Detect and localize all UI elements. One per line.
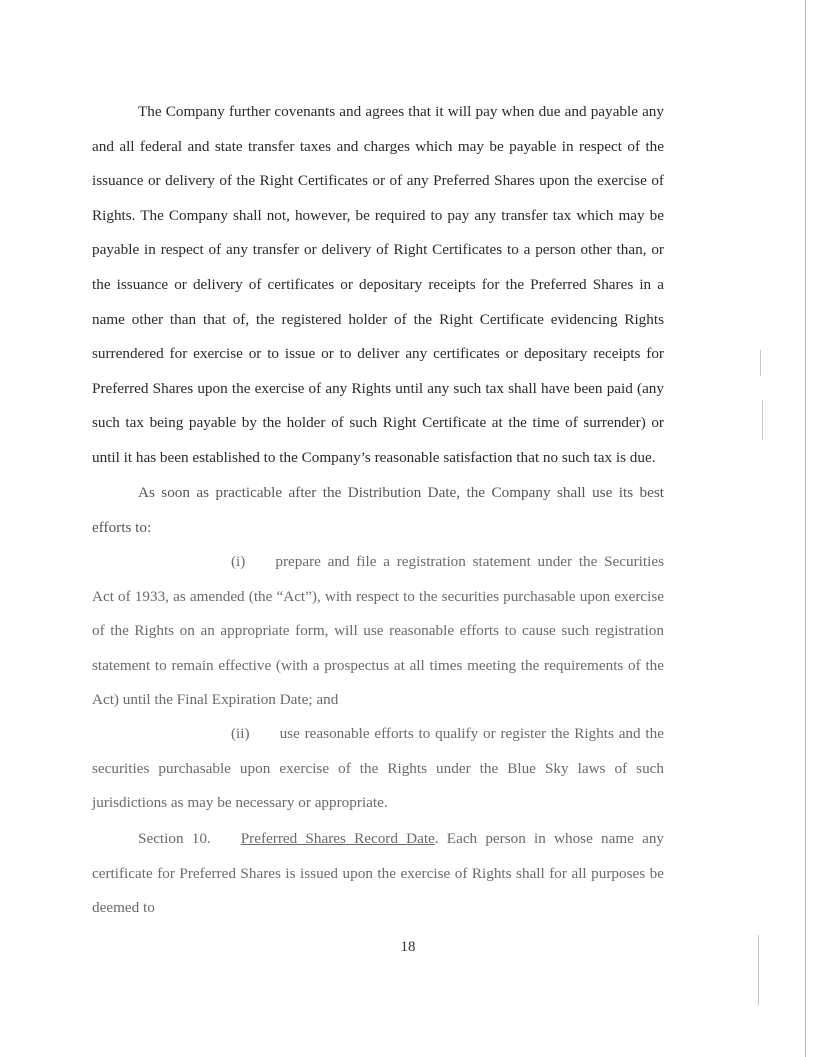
list-item-ii-marker: (ii)	[231, 725, 250, 742]
scan-speck	[760, 350, 761, 376]
paragraph-registration-intro	[92, 476, 664, 545]
list-item-i	[92, 545, 664, 718]
list-item-i-text: prepare and file a registration statement under the Securities Act of 1933, as amended (the “Act”), with respect to the securities purchasable upon exercise of the Rights on an appropriate form, will use reasonable efforts to cause such registration statement to remain effective (with a prospectus at all times meeting the requirements of the Act) until the Final Expiration Date; and	[92, 553, 664, 709]
list-item-ii-text: use reasonable efforts to qualify or register the Rights and the securities purchasable upon exercise of the Rights under the Blue Sky laws of such jurisdictions as may be necessary or appropriate.	[92, 725, 664, 812]
section-10-paragraph	[92, 822, 664, 926]
section-10-label: Section 10.	[138, 830, 211, 847]
paragraph-transfer-taxes-text: The Company further covenants and agrees that it will pay when due and payable any and all federal and state transfer taxes and charges which may be payable in respect of the issuance or delivery of the Right Certificates or of any Preferred Shares upon the exercise of Rights. The Company shall not, however, be required to pay any transfer tax which may be payable in respect of any transfer or delivery of Right Certificates to a person other than, or the issuance or delivery of certificates or depositary receipts for the Preferred Shares in a name other than that of, the registered holder of the Right Certificate evidencing Rights surrendered for exercise or to issue or to deliver any certificates or depositary receipts for Preferred Shares upon the exercise of any Rights until any such tax shall have been paid (any such tax being payable by the holder of such Right Certificate at the time of surrender) or until it has been established to the Company’s reasonable satisfaction that no such tax is due.	[92, 103, 664, 466]
scan-speck	[762, 400, 763, 440]
section-10-title: Preferred Shares Record Date	[240, 830, 435, 847]
paragraph-registration-intro-text: As soon as practicable after the Distribution Date, the Company shall use its best efforts to:	[92, 484, 664, 536]
paragraph-transfer-taxes	[92, 95, 664, 476]
scan-speck	[758, 935, 759, 1005]
scan-edge-line	[805, 0, 806, 1057]
page-number: 18	[400, 939, 416, 955]
list-item-ii	[92, 717, 664, 821]
list-item-i-marker: (i)	[231, 553, 246, 570]
section-10-text: . Each person in whose name any certificate for Preferred Shares is issued upon the exercise of Rights shall for all purposes be deemed to	[92, 830, 665, 917]
